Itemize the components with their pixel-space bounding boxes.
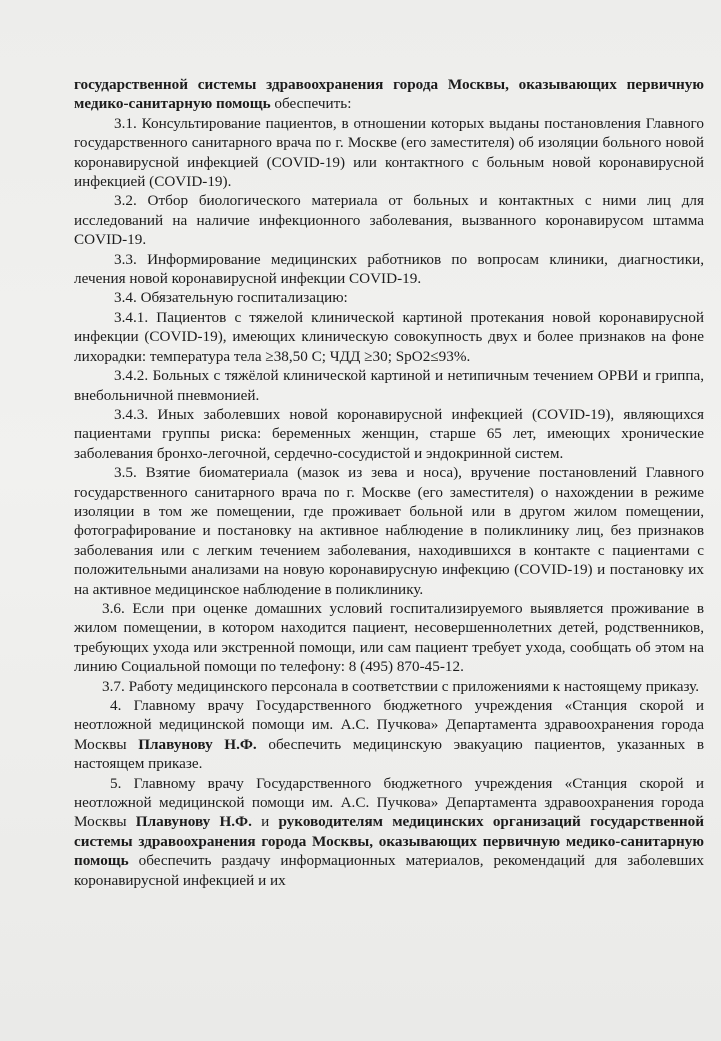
paragraph-3-6: 3.6. Если при оценке домашних условий госпитализируемого выявляется проживание в жилом помещении, в котором находится пациент, несовершеннолетних детей, родственников, требующих ухода или экстренной помощи, или сам пациент требует ухода, сообщать об этом на линию Социальной помощи по телефону: 8 (495) 870-45-12.: [74, 599, 704, 676]
paragraph-3-5: 3.5. Взятие биоматериала (мазок из зева и носа), вручение постановлений Главного государственного санитарного врача по г. Москве (его заместителя) о нахождении в режиме изоляции в том же помещении, где проживает больной или в другом жилом помещении, фотографирование и постановку на активное наблюдение в поликлинику лиц, без признаков заболевания или с легким течением заболевания, находившихся в контакте с пациентами с положительными анализами на новую коронавирусную инфекцию (COVID-19) и постановку их на активное медицинское наблюдение в поликлинику.: [74, 464, 704, 598]
paragraph-3-4-3: 3.4.3. Иных заболевших новой коронавирусной инфекцией (COVID-19), являющихся пациентами группы риска: беременных женщин, старше 65 лет, имеющих хронические заболевания бронхо-легочной, сердечно-сосудистой и эндокринной систем.: [74, 405, 704, 462]
text-run: обеспечить раздачу информационных материалов, рекомендаций для заболевших коронавирусной инфекцией и их: [74, 852, 704, 889]
paragraph-3-4-2: 3.4.2. Больных с тяжёлой клинической картиной и нетипичным течением ОРВИ и гриппа, внебольничной пневмонией.: [74, 367, 704, 404]
text-run: 5. Главному врачу Государственного бюджетного учреждения «Станция скорой и неотложной медицинской помощи им. А.С. Пучкова» Департамента здравоохранения города Москвы: [74, 774, 704, 831]
text-run: обеспечить медицинскую эвакуацию пациентов, указанных в настоящем приказе.: [74, 735, 705, 773]
bold-name: Плавунову Н.Ф.: [138, 735, 257, 753]
paragraph-3-1: 3.1. Консультирование пациентов, в отношении которых выданы постановления Главного государственного санитарного врача по г. Москве (его заместителя) об изоляции больного новой коронавирусной инфекцией (COVID-19) или контактного с больным новой коронавирусной инфекцией (COVID-19).: [74, 114, 704, 191]
bold-text: руководителям медицинских организаций государственной системы здравоохранения города Москвы, оказывающих первичную медико-санитарную помощь: [74, 813, 704, 870]
paragraph-5: [74, 774, 704, 890]
paragraph-3-7: 3.7. Работу медицинского персонала в соответствии с приложениями к настоящему приказу.: [102, 677, 700, 695]
text-run: 4. Главному врачу Государственного бюджетного учреждения «Станция скорой и неотложной медицинской помощи им. А.С. Пучкова» Департамента здравоохранения города Москвы: [74, 697, 704, 753]
text-run: и: [251, 813, 279, 831]
bold-text: государственной системы здравоохранения города Москвы, оказывающих первичную медико-санитарную помощь: [74, 76, 704, 113]
document-text: [74, 75, 704, 890]
text-run: обеспечить:: [270, 95, 352, 113]
paragraph-intro: [74, 75, 704, 114]
paragraph-3-4: 3.4. Обязательную госпитализацию:: [114, 289, 348, 307]
paragraph-3-4-1: 3.4.1. Пациентов с тяжелой клинической картиной протекания новой коронавирусной инфекции (COVID-19), имеющих клиническую совокупность двух и более признаков на фоне лихорадки: температура тела ≥38,50 С; ЧДД ≥30; SpO2≤93%.: [74, 308, 704, 365]
paragraph-3-3: 3.3. Информирование медицинских работников по вопросам клиники, диагностики, лечения новой коронавирусной инфекции COVID-19.: [74, 250, 704, 288]
bold-name: Плавунову Н.Ф.: [135, 813, 252, 831]
paragraph-4: [74, 696, 704, 774]
paragraph-3-2: 3.2. Отбор биологического материала от больных и контактных с ними лиц для исследований на наличие инфекционного заболевания, вызванного коронавирусом штамма COVID-19.: [74, 192, 704, 249]
